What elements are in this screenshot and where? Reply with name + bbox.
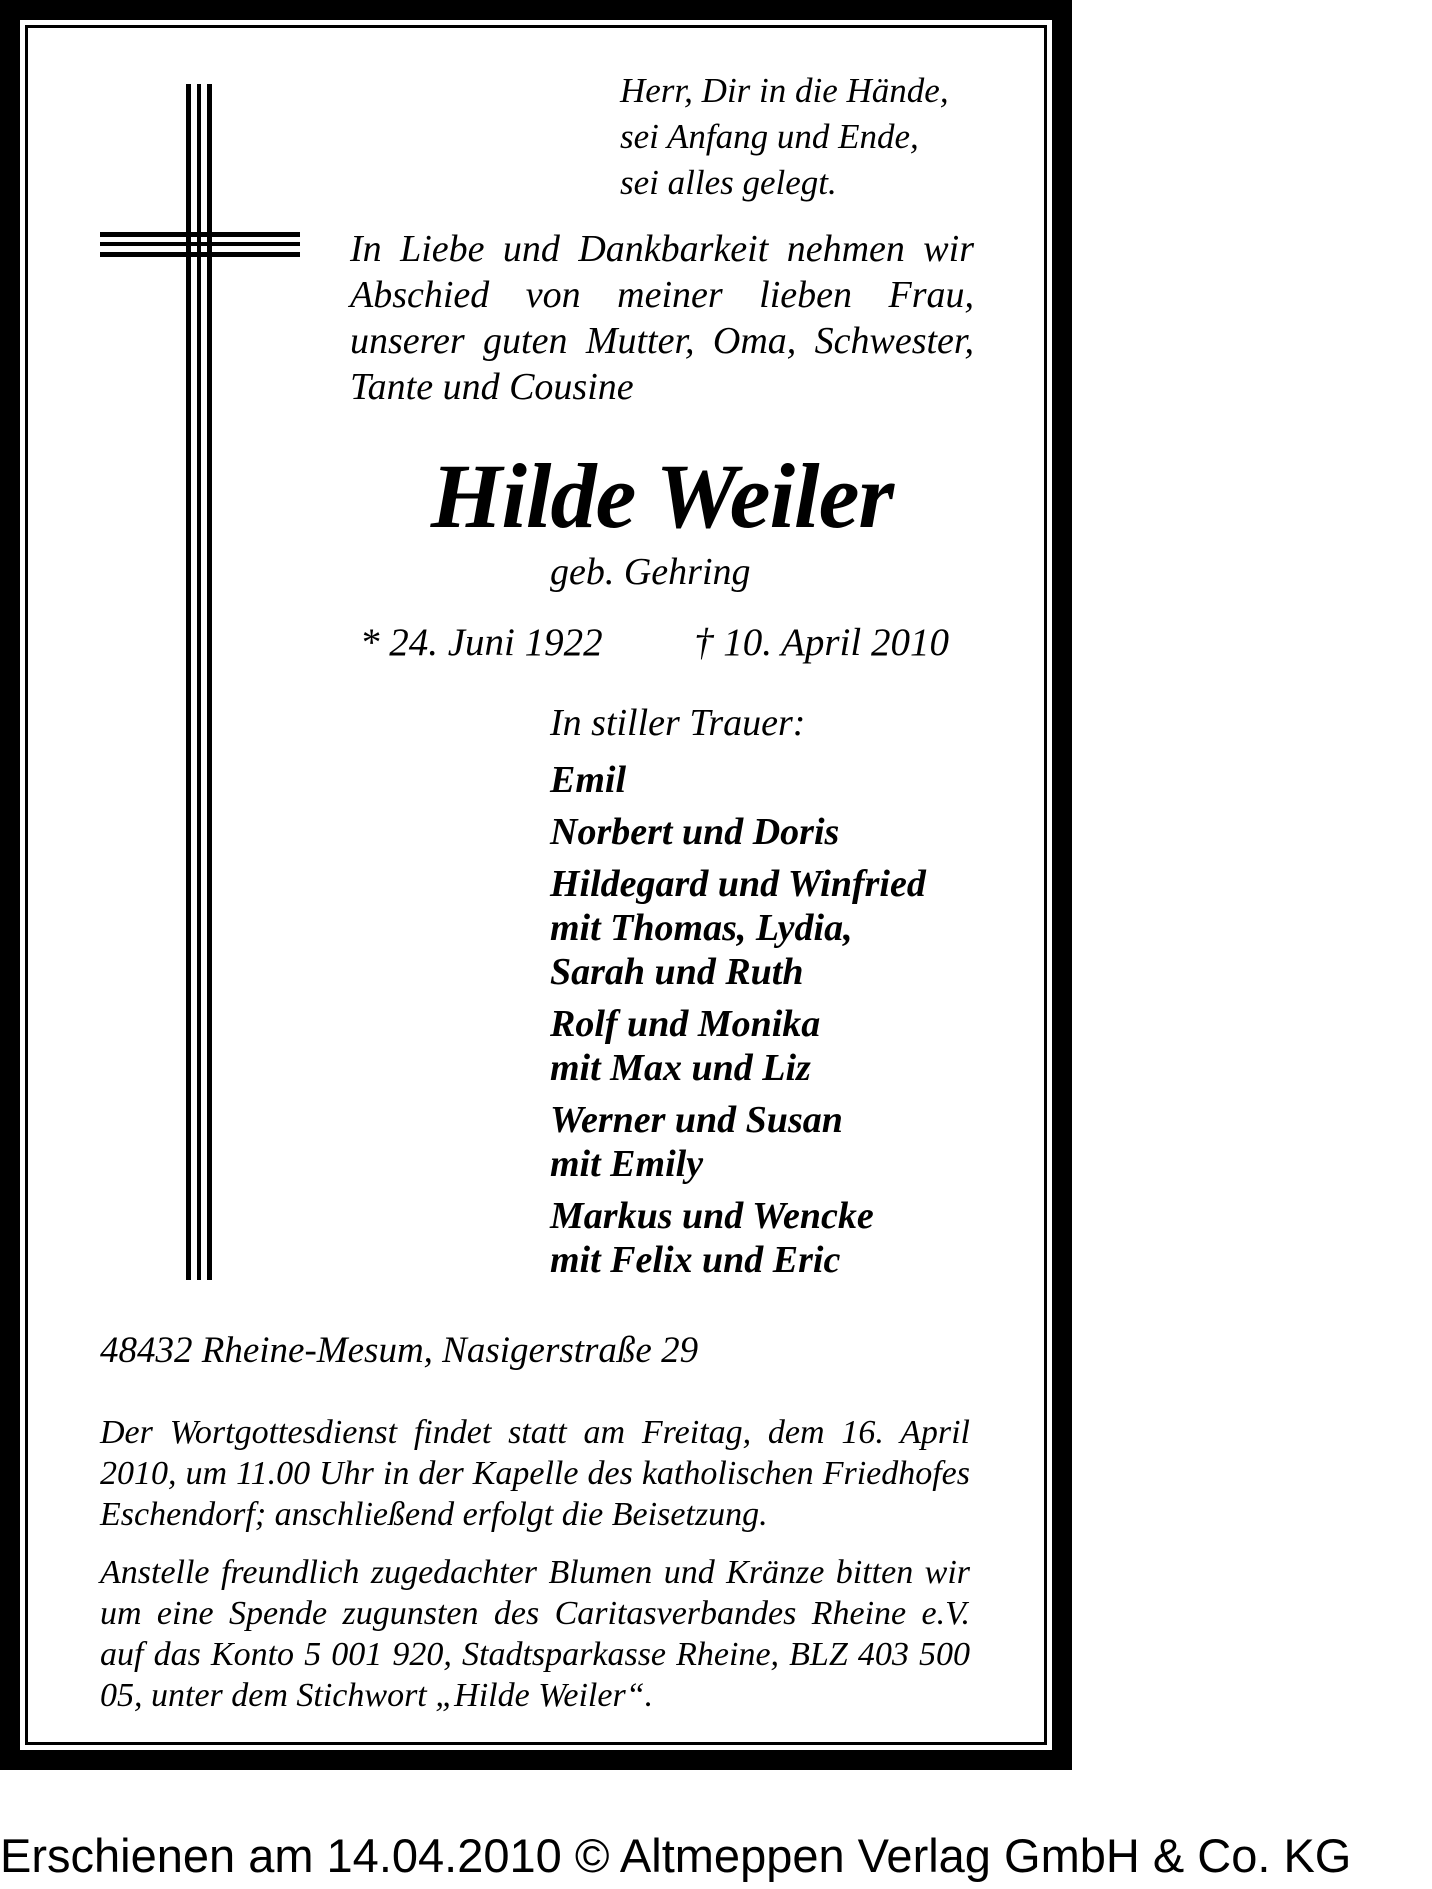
- mourner-group: [550, 758, 926, 802]
- mourner-group: [550, 862, 926, 994]
- mourner-line: Werner und Susan: [550, 1099, 843, 1141]
- mourner-group: [550, 810, 926, 854]
- mourner-line: Emil: [550, 759, 627, 801]
- funeral-service-text: Der Wortgottesdienst findet statt am Freitag, dem 16. April 2010, um 11.00 Uhr in der Kapelle des katholischen Friedhofes Eschendorf; anschließend erfolgt die Beisetzung.: [100, 1414, 970, 1533]
- publication-credit: Erschienen am 14.04.2010 © Altmeppen Verlag GmbH & Co. KG: [0, 1829, 1352, 1882]
- mourner-line: Markus und Wencke: [550, 1195, 874, 1237]
- psalm-line: sei alles gelegt.: [620, 163, 837, 202]
- psalm-line: sei Anfang und Ende,: [620, 117, 919, 156]
- deceased-name: Hilde Weiler: [430, 445, 894, 547]
- psalm-line: Herr, Dir in die Hände,: [620, 71, 949, 110]
- mourner-line: Hildegard und Winfried: [550, 863, 926, 905]
- mourner-line: mit Felix und Eric: [550, 1239, 841, 1281]
- birth-date: * 24. Juni 1922: [360, 621, 603, 664]
- death-date: † 10. April 2010: [694, 621, 949, 664]
- mourning-label: In stiller Trauer:: [550, 702, 806, 744]
- family-address: 48432 Rheine-Mesum, Nasigerstraße 29: [100, 1330, 699, 1371]
- mourner-line: mit Emily: [550, 1143, 704, 1185]
- mourners-list: [550, 758, 926, 1290]
- mourner-line: Sarah und Ruth: [550, 951, 804, 993]
- cross-icon: [100, 84, 300, 1280]
- donation-request-text: Anstelle freundlich zugedachter Blumen und Kränze bitten wir um eine Spende zugunsten des Caritasverbandes Rheine e.V. auf das Konto 5 001 920, Stadtsparkasse Rheine, BLZ 403 500 05, unter dem Stichwort „Hilde Weiler“.: [100, 1554, 970, 1714]
- intro-paragraph: In Liebe und Dankbarkeit nehmen wir Abschied von meiner lieben Frau, unserer guten Mutter, Oma, Schwester, Tante und Cousine: [350, 228, 974, 408]
- birth-name: geb. Gehring: [550, 551, 751, 593]
- mourner-line: Norbert und Doris: [550, 811, 840, 853]
- mourner-group: [550, 1098, 926, 1186]
- mourner-line: Rolf und Monika: [550, 1003, 821, 1045]
- mourner-group: [550, 1002, 926, 1090]
- mourner-group: [550, 1194, 926, 1282]
- mourner-line: mit Max und Liz: [550, 1047, 811, 1089]
- intro-text: [350, 226, 974, 410]
- psalm-verse: [620, 68, 1020, 206]
- mourner-line: mit Thomas, Lydia,: [550, 907, 853, 949]
